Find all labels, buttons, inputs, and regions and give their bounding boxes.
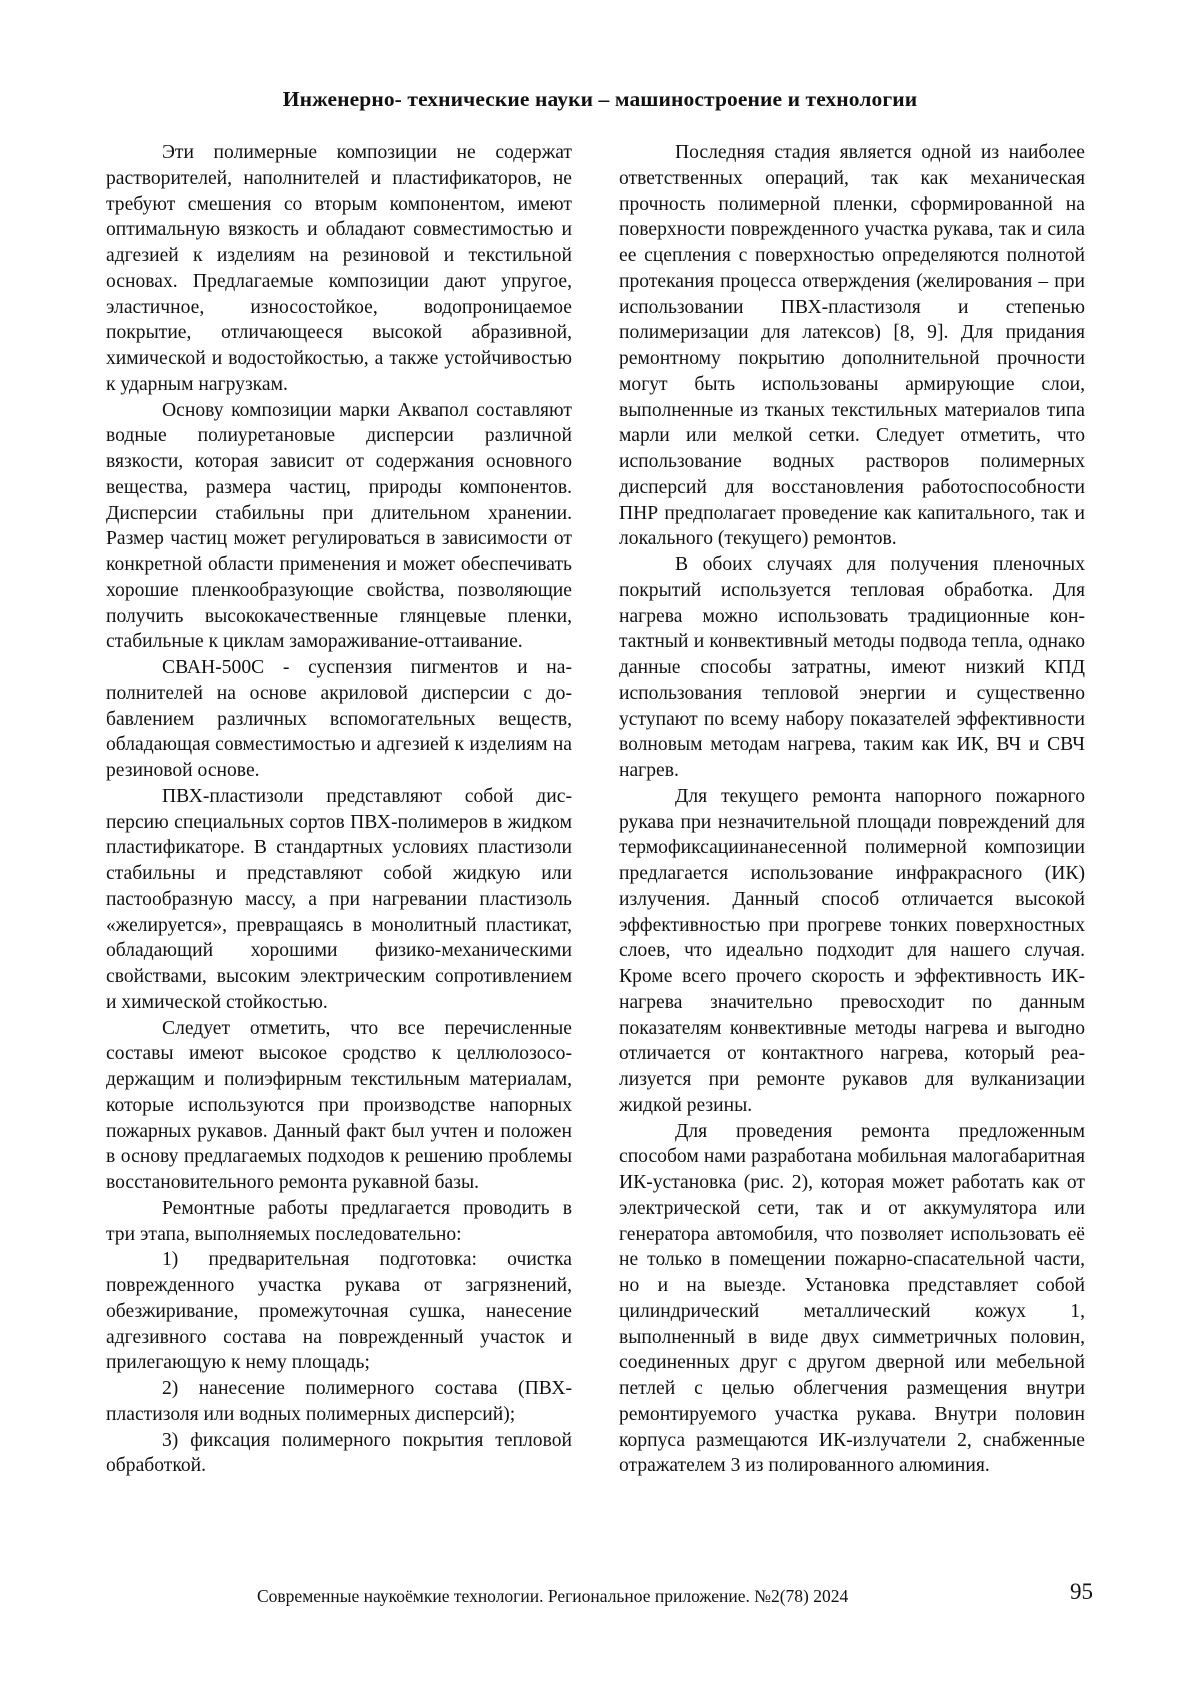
list-item-stage-3: 3) фиксация полимерного покрытия тепловой обработкой.: [106, 1429, 572, 1477]
list-item-stage-2: 2) нанесение полимерного состава (ПВХ-пластизоля или водных полимерных дисперсий);: [106, 1378, 572, 1425]
footer-journal-title: Современные наукоёмкие технологии. Региональное приложение. №2(78) 2024: [257, 1586, 849, 1606]
list-item-stage-1: 1) предварительная подготовка: очистка поврежденного участка рукава от загрязнений, обезжиривание, промежуточная сушка, нанесение адгезивного состава на поврежденный участок и прилегающую к нему площадь;: [106, 1249, 572, 1374]
right-column: [619, 140, 1085, 1479]
paragraph: ПВХ-пластизоли представляют собой дисперсию специальных сортов ПВХ-полимеров в жидком пластификаторе. В стандартных условиях пластизоли стабильны и представляют собой жидкую или пастообразную массу, а при нагревании пластизоль «желируется», превращаясь в монолитный пластикат, обладающий хорошими физико-механическими свойствами, высоким электрическим сопротивлением и химической стойкостью.: [106, 785, 572, 1013]
paragraph: Ремонтные работы предлагается проводить в три этапа, выполняемых последовательно:: [106, 1197, 572, 1245]
paragraph: В обоих случаях для получения пленочных покрытий используется тепловая обработка. Для нагрева можно использовать традиционные контактный и конвективный методы подвода тепла, однако данные способы затратны, имеют низкий КПД использования тепловой энергии и существенно уступают по всему набору показателей эффективности волновым методам нагрева, таким как ИК, ВЧ и СВЧ нагрев.: [619, 554, 1085, 781]
paragraph: Эти полимерные композиции не содержат растворителей, наполнителей и пластификаторов, не требуют смешения со вторым компонентом, имеют оптимальную вязкость и обладают совместимостью и адгезией к изделиям на резиновой и текстильной основах. Предлагаемые композиции дают упругое, эластичное, износостойкое, водопроницаемое покрытие, отличающееся высокой абразивной, химической и водостойкостью, а также устойчивостью к ударным нагрузкам.: [106, 142, 572, 395]
paragraph: Для проведения ремонта предложенным способом нами разработана мобильная малогабаритная ИК-установка (рис. 2), которая может работать как от электрической сети, так и от аккумулятора или генератора автомобиля, что позволяет использовать её не только в помещении пожарно-спасательной части, но и на выезде. Установка представляет собой цилиндрический металлический кожух 1, выполненный в виде двух симметричных половин, соединенных друг с другом дверной или мебельной петлей с целью облегчения размещения внутри ремонтируемого участка рукава. Внутри половин корпуса размещаются ИК-излучатели 2, снабженные отражателем 3 из полированного алюминия.: [619, 1120, 1085, 1477]
left-column: [106, 140, 572, 1479]
page-number: 95: [1070, 1579, 1093, 1604]
paragraph: СВАН-500С - суспензия пигментов и наполнителей на основе акриловой дисперсии с добавлением различных вспомогательных веществ, обладающая совместимостью и адгезией к изделиям на резиновой основе.: [106, 657, 572, 781]
paragraph: Следует отметить, что все перечисленные составы имеют высокое сродство к целлюлозосодержащим и полиэфирным текстильным материалам, которые используются при производстве напорных пожарных рукавов. Данный факт был учтен и положен в основу предлагаемых подходов к решению проблемы восстановительного ремонта рукавной базы.: [106, 1017, 572, 1193]
paragraph: Для текущего ремонта напорного пожарного рукава при незначительной площади повреждений для термофиксациинанесенной полимерной композиции предлагается использование инфракрасного (ИК) излучения. Данный способ отличается высокой эффективностью при прогреве тонких поверхностных слоев, что идеально подходит для нашего случая. Кроме всего прочего скорость и эффективность ИК-нагрева значительно превосходит по данным показателям конвективные методы нагрева и выгодно отличается от контактного нагрева, который реализуется при ремонте рукавов для вулканизации жидкой резины.: [619, 785, 1085, 1116]
paragraph: Основу композиции марки Аквапол составляют водные полиуретановые дисперсии различной вязкости, которая зависит от содержания основного вещества, размера частиц, природы компонентов. Дисперсии стабильны при длительном хранении. Размер частиц может регулироваться в зависимости от конкретной области применения и может обеспечивать хорошие пленкообразующие свойства, позволяющие получить высококачественные глянцевые пленки, стабильные к циклам замораживание-оттаивание.: [106, 399, 572, 653]
running-head: Инженерно- технические науки – машиностроение и технологии: [282, 87, 918, 111]
paragraph: Последняя стадия является одной из наиболее ответственных операций, так как механическая прочность полимерной пленки, сформированной на поверхности поврежденного участка рукава, так и сила ее сцепления с поверхностью определяются полнотой протекания процесса отверждения (желирования – при использовании ПВХ-пластизоля и степенью полимеризации для латексов) [8, 9]. Для придания ремонтному покрытию дополнительной прочности могут быть использованы армирующие слои, выполненные из тканых текстильных материалов типа марли или мелкой сетки. Следует отметить, что использование водных растворов полимерных дисперсий для восстановления работоспособности ПНР предполагает проведение как капитального, так и локального (текущего) ремонтов.: [619, 142, 1085, 550]
